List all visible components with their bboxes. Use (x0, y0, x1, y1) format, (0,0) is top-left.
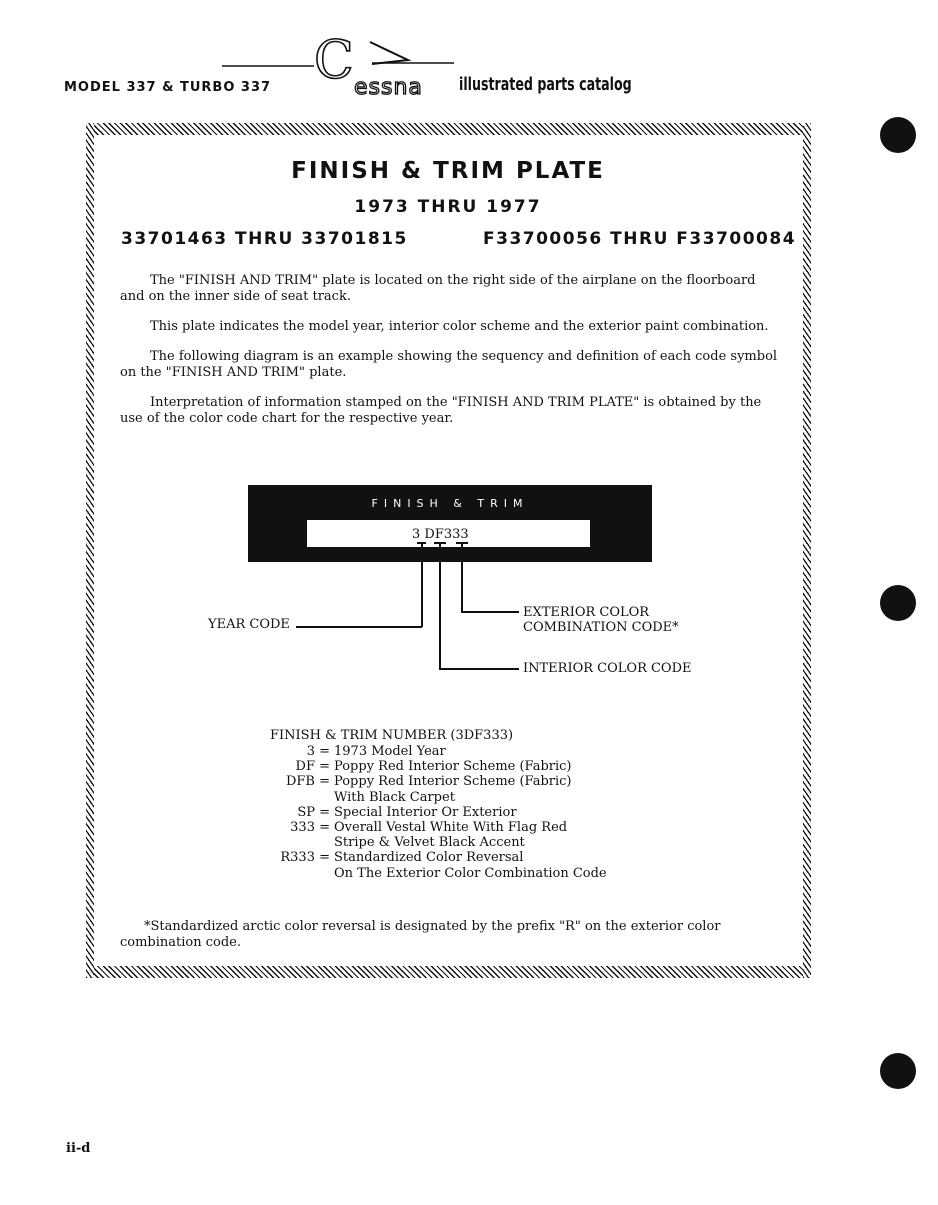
page-title: FINISH & TRIM PLATE (291, 158, 605, 184)
leader-exterior-vertical (461, 542, 463, 612)
legend-row (270, 850, 670, 865)
legend-row (270, 774, 670, 789)
legend-key: 3 = (306, 744, 330, 759)
legend-key: SP = (297, 804, 330, 820)
svg-text:essna: essna (354, 75, 423, 100)
leader-interior-horizontal (439, 668, 519, 670)
leader-year-vertical (421, 542, 423, 627)
exterior-code-label (523, 605, 679, 635)
legend-row (270, 805, 670, 820)
legend-value: On The Exterior Color Combination Code (334, 865, 607, 881)
legend-value: Poppy Red Interior Scheme (Fabric) (334, 759, 572, 775)
punch-hole (880, 117, 916, 153)
legend-value: Poppy Red Interior Scheme (Fabric) (334, 774, 572, 790)
footnote (120, 919, 810, 951)
legend-value: Standardized Color Reversal (334, 850, 524, 866)
year-code-label: YEAR CODE (208, 617, 290, 632)
legend-key: 333 = (290, 819, 330, 835)
svg-text:C: C (314, 36, 354, 91)
legend-row (270, 835, 670, 850)
leader-year-horizontal (296, 626, 422, 628)
footnote-line: *Standardized arctic color reversal is designated by the prefix "R" on the exterior color (144, 919, 721, 934)
paragraph (120, 319, 800, 335)
paragraph (120, 349, 800, 381)
legend-row (270, 866, 670, 881)
paragraph-line: The "FINISH AND TRIM" plate is located on the right side of the airplane on the floorboard (150, 273, 756, 288)
model-header: MODEL 337 & TURBO 337 (64, 80, 272, 95)
legend-row (270, 820, 670, 835)
paragraph-line: This plate indicates the model year, interior color scheme and the exterior paint combination. (150, 319, 769, 334)
catalog-title: illustrated parts catalog (459, 74, 632, 95)
legend-value: Overall Vestal White With Flag Red (334, 819, 568, 835)
exterior-code-label-line: EXTERIOR COLOR (523, 605, 650, 620)
frame-right (803, 123, 811, 978)
paragraph-line: on the "FINISH AND TRIM" plate. (120, 365, 347, 380)
plate-label: FINISH & TRIM (371, 497, 529, 510)
legend-value: Special Interior Or Exterior (334, 804, 517, 820)
paragraph (120, 395, 800, 427)
page-number: ii-d (66, 1141, 91, 1156)
paragraph-line: use of the color code chart for the respective year. (120, 411, 454, 426)
legend-value: With Black Carpet (334, 789, 455, 805)
frame-bottom (86, 966, 811, 978)
serial-range-right: F33700056 THRU F33700084 (483, 229, 797, 249)
legend-heading: FINISH & TRIM NUMBER (3DF333) (270, 728, 514, 743)
year-range: 1973 THRU 1977 (354, 197, 542, 217)
legend-value: Stripe & Velvet Black Accent (334, 835, 525, 851)
punch-hole (880, 585, 916, 621)
exterior-code-label-line: COMBINATION CODE* (523, 620, 679, 635)
serial-range-left: 33701463 THRU 33701815 (121, 229, 408, 249)
paragraph-line: The following diagram is an example showing the sequency and definition of each code symbol (150, 349, 778, 364)
legend-row (270, 790, 670, 805)
legend-row (270, 759, 670, 774)
leader-interior-vertical (439, 542, 441, 669)
punch-hole (880, 1053, 916, 1089)
footnote-line: combination code. (120, 935, 242, 950)
legend-key: R333 = (280, 850, 330, 866)
paragraph-line: and on the inner side of seat track. (120, 289, 351, 304)
plate-code: 3 DF333 (412, 527, 469, 542)
legend-row (270, 744, 670, 759)
leader-exterior-horizontal (461, 611, 519, 613)
paragraph-line: Interpretation of information stamped on the "FINISH AND TRIM PLATE" is obtained by the (150, 395, 762, 410)
legend-key: DF = (295, 759, 330, 775)
frame-left (86, 123, 94, 978)
paragraph (120, 273, 800, 305)
cessna-logo (222, 36, 458, 104)
interior-code-label: INTERIOR COLOR CODE (523, 661, 692, 676)
legend (270, 744, 670, 881)
legend-value: 1973 Model Year (334, 744, 446, 759)
frame-top (86, 123, 811, 135)
legend-key: DFB = (285, 774, 330, 790)
